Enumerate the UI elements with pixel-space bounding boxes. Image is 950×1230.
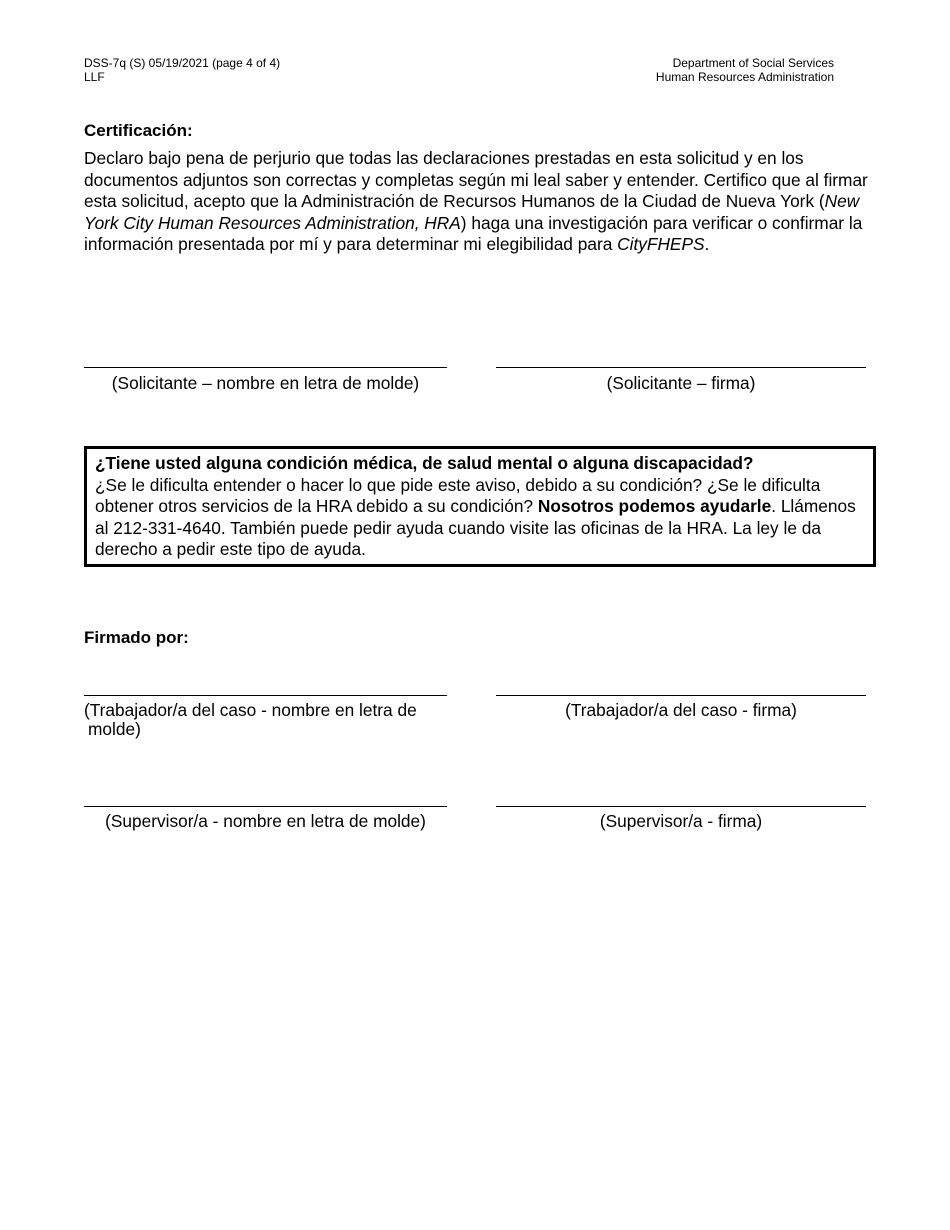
form-id: DSS-7q (S) 05/19/2021 (page 4 of 4) bbox=[84, 56, 281, 70]
certification-text-2: ) haga una investigación para verificar o confirmar la información presentada por mí y para determinar mi elegibilidad para bbox=[84, 212, 863, 254]
worker-signature-caption: (Trabajador/a del caso - firma) bbox=[565, 700, 797, 720]
worker-name-line[interactable] bbox=[84, 695, 447, 696]
signed-by-title: Firmado por: bbox=[84, 628, 189, 647]
disability-assistance-notice bbox=[84, 446, 876, 567]
supervisor-name-caption: (Supervisor/a - nombre en letra de molde) bbox=[105, 811, 426, 831]
notice-text-2: . Llámenos al 212-331-4640. También puede pedir ayuda cuando visite las oficinas de la HRA. La ley le da derecho a pedir este tipo de ayuda. bbox=[95, 496, 856, 559]
agency-header bbox=[656, 56, 834, 84]
department-name: Department of Social Services bbox=[672, 56, 834, 70]
supervisor-name-line[interactable] bbox=[84, 806, 447, 807]
applicant-signature-line[interactable] bbox=[496, 367, 866, 368]
applicant-signature-caption: (Solicitante – firma) bbox=[606, 373, 756, 393]
form-code: LLF bbox=[84, 70, 105, 84]
notice-question: ¿Tiene usted alguna condición médica, de salud mental o alguna discapacidad? bbox=[95, 453, 754, 473]
form-identifier bbox=[84, 56, 280, 84]
certification-text-1: Declaro bajo pena de perjurio que todas las declaraciones prestadas en esta solicitud y en los documentos adjuntos son correctas y completas según mi leal saber y entender. Certifico que al firmar esta solicitud, acepto que la Administración de Recursos Humanos de la Ciudad de Nueva York ( bbox=[84, 148, 868, 211]
notice-text-1: ¿Se le dificulta entender o hacer lo que pide este aviso, debido a su condición? ¿Se le dificulta obtener otros servicios de la HRA debido a su condición? bbox=[95, 474, 821, 516]
applicant-name-line[interactable] bbox=[84, 367, 447, 368]
supervisor-signature-caption: (Supervisor/a - firma) bbox=[599, 811, 763, 831]
program-name: CityFHEPS bbox=[617, 234, 705, 254]
certification-statement bbox=[84, 148, 874, 256]
worker-signature-line[interactable] bbox=[496, 695, 866, 696]
applicant-name-caption: (Solicitante – nombre en letra de molde) bbox=[111, 373, 420, 393]
certification-title: Certificación: bbox=[84, 121, 193, 140]
certification-text-3: . bbox=[704, 234, 710, 254]
agency-name: New York City Human Resources Administration, HRA bbox=[84, 191, 860, 233]
worker-name-caption: (Trabajador/a del caso - nombre en letra de molde) bbox=[84, 700, 417, 739]
supervisor-signature-line[interactable] bbox=[496, 806, 866, 807]
administration-name: Human Resources Administration bbox=[655, 70, 834, 84]
notice-help-text: Nosotros podemos ayudarle bbox=[537, 496, 772, 516]
